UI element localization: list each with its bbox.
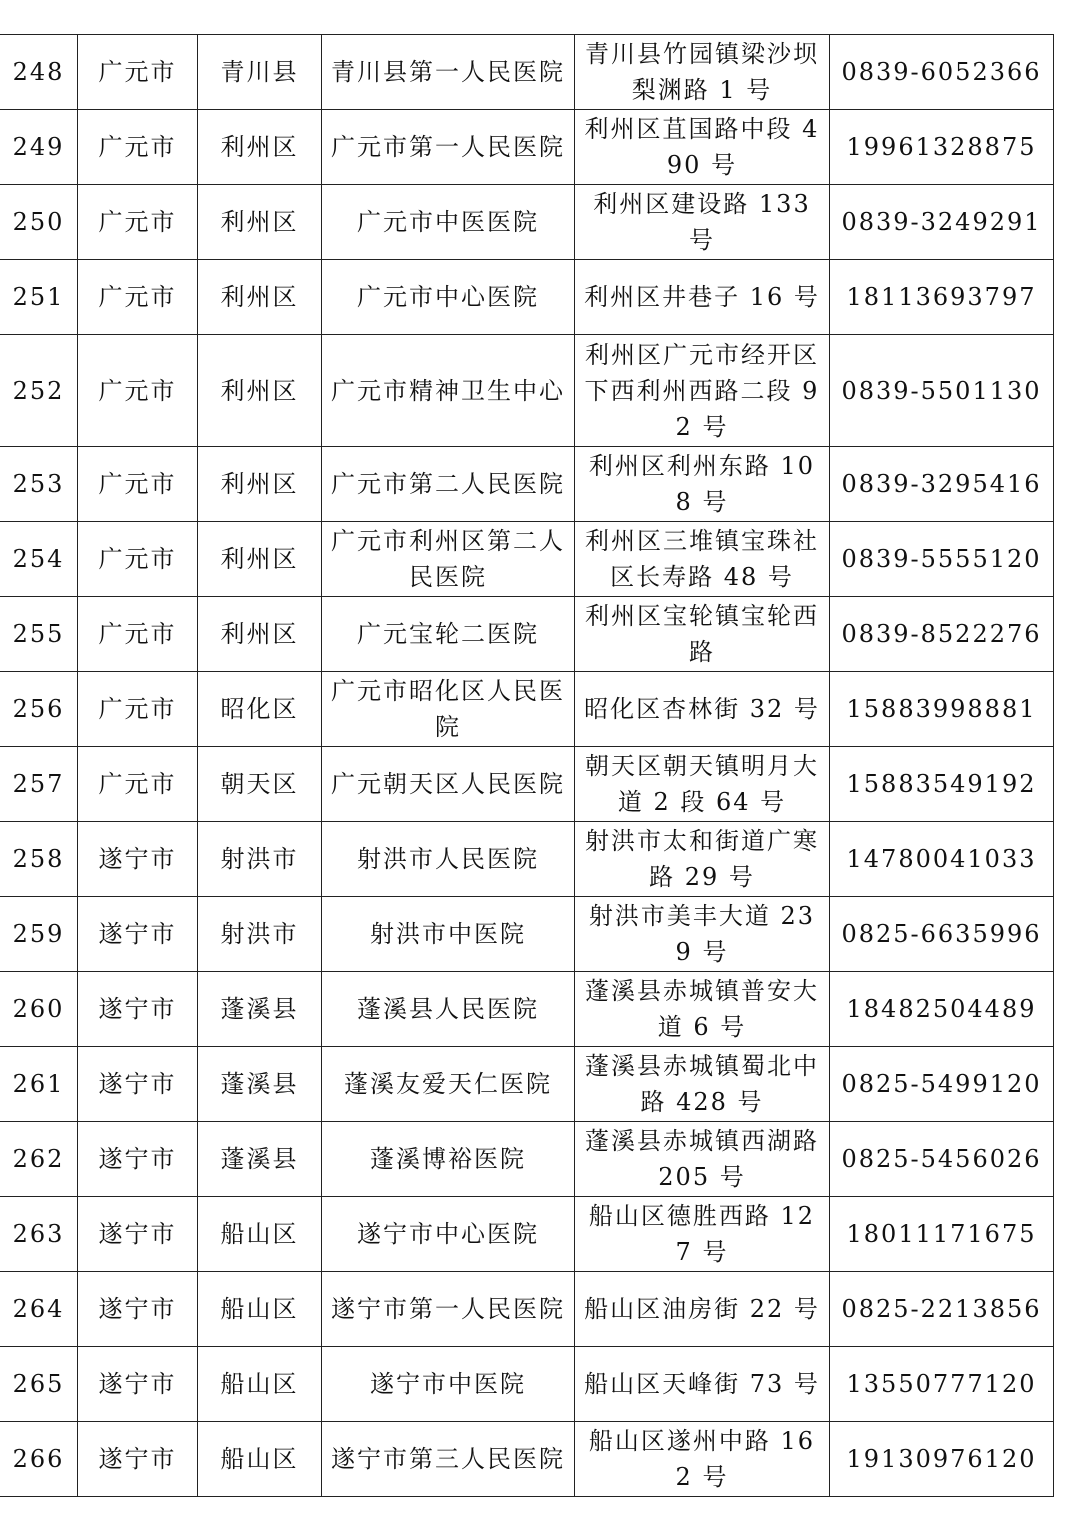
district-cell: 射洪市 xyxy=(198,822,322,897)
table-row xyxy=(0,260,1054,335)
row-number: 266 xyxy=(0,1422,78,1497)
phone-cell: 19961328875 xyxy=(830,110,1054,185)
hospital-name-cell: 广元市第二人民医院 xyxy=(322,447,575,522)
district-cell: 蓬溪县 xyxy=(198,972,322,1047)
hospital-name-cell: 射洪市人民医院 xyxy=(322,822,575,897)
district-cell: 利州区 xyxy=(198,260,322,335)
address-cell: 射洪市美丰大道 239 号 xyxy=(575,897,830,972)
city-cell: 遂宁市 xyxy=(78,972,198,1047)
row-number: 258 xyxy=(0,822,78,897)
address-cell: 利州区井巷子 16 号 xyxy=(575,260,830,335)
table-row xyxy=(0,822,1054,897)
table-row xyxy=(0,1122,1054,1197)
address-cell: 利州区宝轮镇宝轮西路 xyxy=(575,597,830,672)
row-number: 264 xyxy=(0,1272,78,1347)
row-number: 260 xyxy=(0,972,78,1047)
hospital-name-cell: 蓬溪县人民医院 xyxy=(322,972,575,1047)
address-cell: 蓬溪县赤城镇西湖路 205 号 xyxy=(575,1122,830,1197)
address-cell: 昭化区杏林街 32 号 xyxy=(575,672,830,747)
hospital-name-cell: 广元市中心医院 xyxy=(322,260,575,335)
address-cell: 利州区建设路 133 号 xyxy=(575,185,830,260)
hospital-name-cell: 射洪市中医院 xyxy=(322,897,575,972)
city-cell: 广元市 xyxy=(78,747,198,822)
district-cell: 利州区 xyxy=(198,597,322,672)
row-number: 261 xyxy=(0,1047,78,1122)
row-number: 263 xyxy=(0,1197,78,1272)
row-number: 251 xyxy=(0,260,78,335)
hospital-name-cell: 青川县第一人民医院 xyxy=(322,35,575,110)
hospital-name-cell: 广元朝天区人民医院 xyxy=(322,747,575,822)
city-cell: 遂宁市 xyxy=(78,1047,198,1122)
hospital-name-cell: 蓬溪博裕医院 xyxy=(322,1122,575,1197)
city-cell: 广元市 xyxy=(78,35,198,110)
phone-cell: 0839-6052366 xyxy=(830,35,1054,110)
district-cell: 射洪市 xyxy=(198,897,322,972)
phone-cell: 0825-5499120 xyxy=(830,1047,1054,1122)
table-row xyxy=(0,447,1054,522)
city-cell: 广元市 xyxy=(78,185,198,260)
table-row xyxy=(0,597,1054,672)
phone-cell: 14780041033 xyxy=(830,822,1054,897)
district-cell: 利州区 xyxy=(198,185,322,260)
phone-cell: 19130976120 xyxy=(830,1422,1054,1497)
district-cell: 青川县 xyxy=(198,35,322,110)
table-row xyxy=(0,972,1054,1047)
address-cell: 利州区三堆镇宝珠社区长寿路 48 号 xyxy=(575,522,830,597)
row-number: 254 xyxy=(0,522,78,597)
address-cell: 船山区油房街 22 号 xyxy=(575,1272,830,1347)
hospital-name-cell: 广元市利州区第二人民医院 xyxy=(322,522,575,597)
row-number: 252 xyxy=(0,335,78,447)
phone-cell: 0825-6635996 xyxy=(830,897,1054,972)
district-cell: 船山区 xyxy=(198,1422,322,1497)
phone-cell: 13550777120 xyxy=(830,1347,1054,1422)
district-cell: 蓬溪县 xyxy=(198,1122,322,1197)
row-number: 256 xyxy=(0,672,78,747)
address-cell: 船山区天峰街 73 号 xyxy=(575,1347,830,1422)
address-cell: 蓬溪县赤城镇蜀北中路 428 号 xyxy=(575,1047,830,1122)
row-number: 259 xyxy=(0,897,78,972)
address-cell: 朝天区朝天镇明月大道 2 段 64 号 xyxy=(575,747,830,822)
city-cell: 广元市 xyxy=(78,522,198,597)
hospital-name-cell: 广元市第一人民医院 xyxy=(322,110,575,185)
phone-cell: 18113693797 xyxy=(830,260,1054,335)
hospital-name-cell: 遂宁市第三人民医院 xyxy=(322,1422,575,1497)
city-cell: 广元市 xyxy=(78,335,198,447)
table-row xyxy=(0,897,1054,972)
table-row xyxy=(0,1422,1054,1497)
phone-cell: 0825-2213856 xyxy=(830,1272,1054,1347)
city-cell: 广元市 xyxy=(78,260,198,335)
row-number: 257 xyxy=(0,747,78,822)
phone-cell: 0839-3295416 xyxy=(830,447,1054,522)
row-number: 265 xyxy=(0,1347,78,1422)
district-cell: 利州区 xyxy=(198,335,322,447)
city-cell: 遂宁市 xyxy=(78,1272,198,1347)
city-cell: 遂宁市 xyxy=(78,897,198,972)
district-cell: 昭化区 xyxy=(198,672,322,747)
district-cell: 朝天区 xyxy=(198,747,322,822)
document-page xyxy=(0,34,1080,1497)
phone-cell: 18011171675 xyxy=(830,1197,1054,1272)
city-cell: 广元市 xyxy=(78,447,198,522)
address-cell: 利州区广元市经开区下西利州西路二段 92 号 xyxy=(575,335,830,447)
hospital-name-cell: 广元宝轮二医院 xyxy=(322,597,575,672)
table-row xyxy=(0,522,1054,597)
table-row xyxy=(0,110,1054,185)
district-cell: 利州区 xyxy=(198,110,322,185)
city-cell: 广元市 xyxy=(78,110,198,185)
address-cell: 船山区德胜西路 127 号 xyxy=(575,1197,830,1272)
phone-cell: 0839-8522276 xyxy=(830,597,1054,672)
district-cell: 船山区 xyxy=(198,1272,322,1347)
city-cell: 遂宁市 xyxy=(78,822,198,897)
row-number: 249 xyxy=(0,110,78,185)
hospital-name-cell: 广元市昭化区人民医院 xyxy=(322,672,575,747)
address-cell: 利州区苴国路中段 490 号 xyxy=(575,110,830,185)
address-cell: 利州区利州东路 108 号 xyxy=(575,447,830,522)
table-row xyxy=(0,185,1054,260)
hospital-name-cell: 遂宁市中医院 xyxy=(322,1347,575,1422)
address-cell: 蓬溪县赤城镇普安大道 6 号 xyxy=(575,972,830,1047)
district-cell: 船山区 xyxy=(198,1347,322,1422)
hospital-table-body xyxy=(0,35,1054,1497)
row-number: 255 xyxy=(0,597,78,672)
district-cell: 利州区 xyxy=(198,447,322,522)
table-row xyxy=(0,335,1054,447)
city-cell: 广元市 xyxy=(78,597,198,672)
phone-cell: 0839-3249291 xyxy=(830,185,1054,260)
hospital-name-cell: 遂宁市第一人民医院 xyxy=(322,1272,575,1347)
hospital-name-cell: 广元市中医医院 xyxy=(322,185,575,260)
address-cell: 青川县竹园镇梁沙坝梨渊路 1 号 xyxy=(575,35,830,110)
table-row xyxy=(0,1272,1054,1347)
city-cell: 遂宁市 xyxy=(78,1197,198,1272)
city-cell: 遂宁市 xyxy=(78,1347,198,1422)
row-number: 248 xyxy=(0,35,78,110)
phone-cell: 15883549192 xyxy=(830,747,1054,822)
phone-cell: 0839-5501130 xyxy=(830,335,1054,447)
city-cell: 遂宁市 xyxy=(78,1122,198,1197)
address-cell: 船山区遂州中路 162 号 xyxy=(575,1422,830,1497)
hospital-name-cell: 广元市精神卫生中心 xyxy=(322,335,575,447)
hospital-name-cell: 蓬溪友爱天仁医院 xyxy=(322,1047,575,1122)
phone-cell: 15883998881 xyxy=(830,672,1054,747)
district-cell: 船山区 xyxy=(198,1197,322,1272)
table-row xyxy=(0,1047,1054,1122)
hospital-name-cell: 遂宁市中心医院 xyxy=(322,1197,575,1272)
address-cell: 射洪市太和街道广寒路 29 号 xyxy=(575,822,830,897)
row-number: 262 xyxy=(0,1122,78,1197)
table-row xyxy=(0,1197,1054,1272)
district-cell: 利州区 xyxy=(198,522,322,597)
table-row xyxy=(0,672,1054,747)
table-row xyxy=(0,1347,1054,1422)
city-cell: 广元市 xyxy=(78,672,198,747)
phone-cell: 0825-5456026 xyxy=(830,1122,1054,1197)
row-number: 250 xyxy=(0,185,78,260)
hospital-table xyxy=(0,34,1054,1497)
table-row xyxy=(0,747,1054,822)
row-number: 253 xyxy=(0,447,78,522)
table-row xyxy=(0,35,1054,110)
district-cell: 蓬溪县 xyxy=(198,1047,322,1122)
phone-cell: 18482504489 xyxy=(830,972,1054,1047)
phone-cell: 0839-5555120 xyxy=(830,522,1054,597)
city-cell: 遂宁市 xyxy=(78,1422,198,1497)
